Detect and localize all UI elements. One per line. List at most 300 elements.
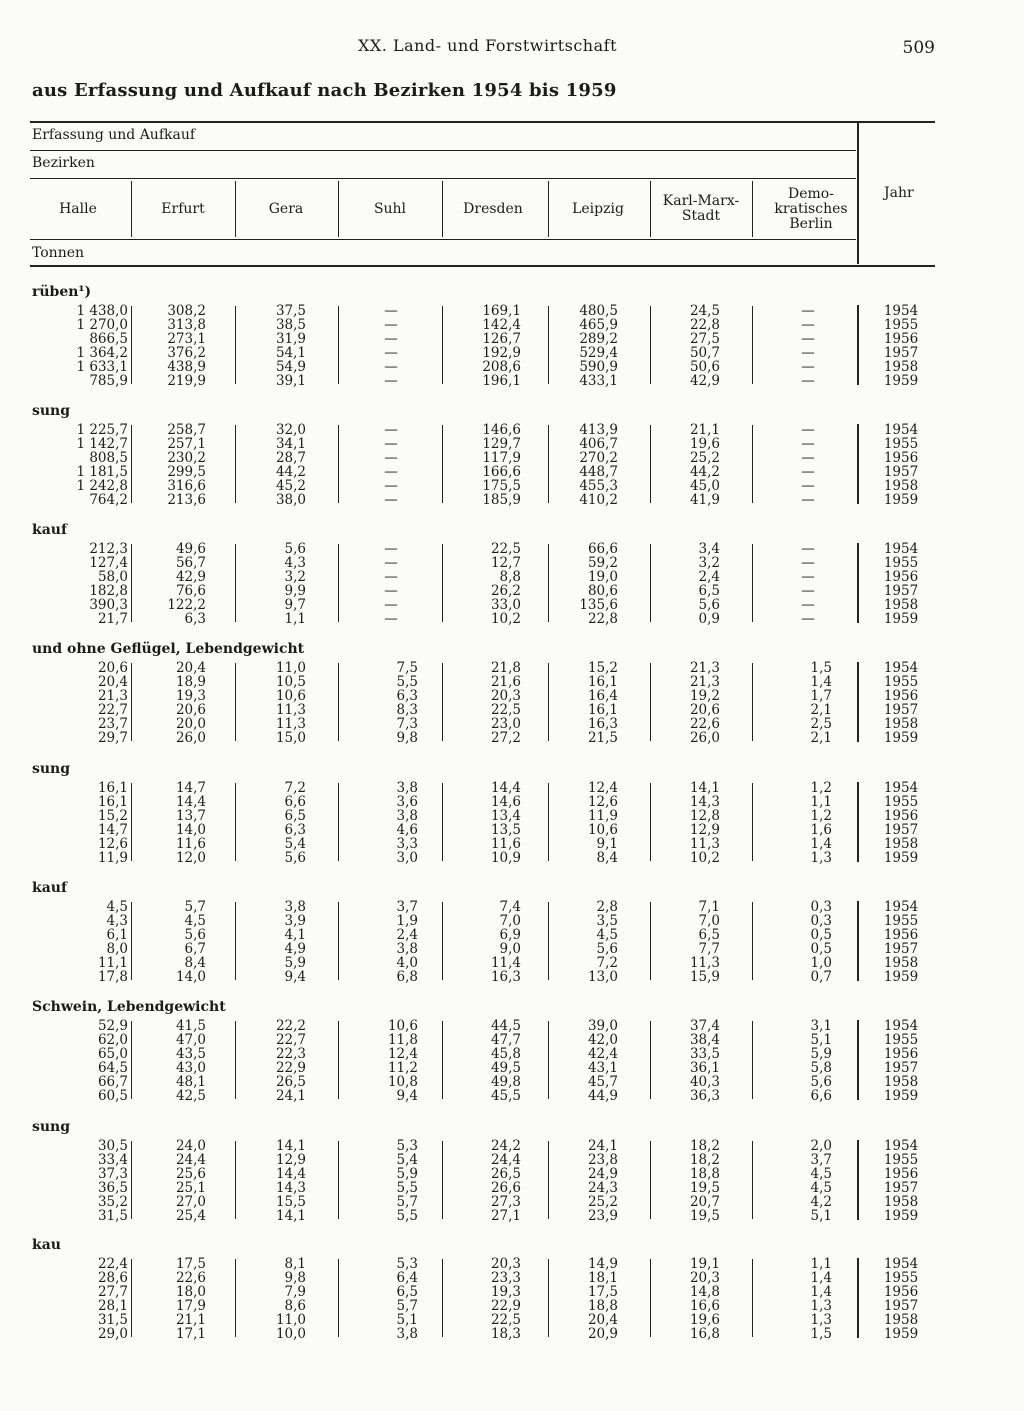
year-cell: 1957: [883, 1060, 919, 1076]
table-cell: —: [384, 436, 398, 452]
table-cell: 0,5: [810, 927, 832, 943]
year-cell: 1958: [883, 1194, 919, 1210]
table-cell: 12,8: [689, 808, 720, 824]
table-cell: 22,6: [175, 1270, 206, 1286]
table-cell: 9,1: [596, 836, 618, 852]
section-title: sung: [32, 403, 71, 419]
table-cell: —: [384, 422, 398, 438]
table-cell: 10,6: [387, 1018, 418, 1034]
table-cell: 45,5: [490, 1088, 521, 1104]
table-cell: 17,5: [175, 1256, 206, 1272]
table-cell: 17,1: [175, 1326, 206, 1342]
table-cell: 5,9: [810, 1046, 832, 1062]
table-cell: —: [801, 345, 815, 361]
running-title: XX. Land- und Forstwirtschaft: [358, 36, 617, 55]
table-cell: 4,5: [810, 1180, 832, 1196]
table-cell: 270,2: [579, 450, 618, 466]
table-cell: 24,5: [689, 303, 720, 319]
table-cell: 16,1: [97, 780, 128, 796]
table-cell: 219,9: [167, 373, 206, 389]
table-cell: —: [384, 478, 398, 494]
table-cell: 1,4: [810, 1284, 832, 1300]
table-cell: 1,5: [810, 1326, 832, 1342]
header-rule-3: [30, 239, 856, 240]
section-title: kau: [32, 1237, 61, 1253]
table-cell: —: [384, 345, 398, 361]
table-cell: 76,6: [175, 583, 206, 599]
table-cell: 1,0: [810, 955, 832, 971]
header-column-divider: [235, 181, 236, 237]
section-title: Schwein, Lebendgewicht: [32, 999, 226, 1015]
table-cell: 30,5: [97, 1138, 128, 1154]
table-cell: 14,6: [490, 794, 521, 810]
column-header-line: Leipzig: [572, 200, 624, 217]
column-header-line: Suhl: [373, 200, 407, 217]
table-cell: —: [801, 611, 815, 627]
table-cell: 376,2: [167, 345, 206, 361]
table-cell: 38,4: [689, 1032, 720, 1048]
year-cell: 1957: [883, 702, 919, 718]
table-cell: 13,0: [587, 969, 618, 985]
table-cell: 127,4: [89, 555, 128, 571]
table-cell: 413,9: [579, 422, 618, 438]
table-cell: 3,9: [284, 913, 306, 929]
table-cell: 18,1: [587, 1270, 618, 1286]
year-cell: 1957: [883, 345, 919, 361]
table-cell: 5,6: [698, 597, 720, 613]
row-group-divider: [752, 306, 753, 384]
table-cell: 11,3: [275, 702, 306, 718]
table-cell: 33,0: [490, 597, 521, 613]
table-cell: 135,6: [579, 597, 618, 613]
table-cell: 44,5: [490, 1018, 521, 1034]
table-cell: 16,1: [587, 702, 618, 718]
table-cell: 4,5: [596, 927, 618, 943]
table-cell: 5,7: [184, 899, 206, 915]
table-cell: 22,9: [275, 1060, 306, 1076]
table-cell: 142,4: [482, 317, 521, 333]
table-cell: 129,7: [482, 436, 521, 452]
table-cell: 47,0: [175, 1032, 206, 1048]
table-cell: 6,1: [106, 927, 128, 943]
table-cell: 28,1: [97, 1298, 128, 1314]
table-cell: 19,5: [689, 1180, 720, 1196]
table-cell: 38,5: [275, 317, 306, 333]
table-cell: 6,5: [698, 927, 720, 943]
table-cell: 169,1: [482, 303, 521, 319]
table-cell: 37,3: [97, 1166, 128, 1182]
year-cell: 1954: [883, 422, 919, 438]
table-cell: 17,9: [175, 1298, 206, 1314]
table-cell: —: [384, 331, 398, 347]
year-cell: 1955: [883, 555, 919, 571]
table-cell: 22,4: [97, 1256, 128, 1272]
table-cell: 0,5: [810, 941, 832, 957]
table-cell: 19,6: [689, 436, 720, 452]
table-cell: 213,6: [167, 492, 206, 508]
table-cell: 14,7: [97, 822, 128, 838]
year-cell: 1958: [883, 597, 919, 613]
table-cell: 1,4: [810, 1270, 832, 1286]
table-cell: 36,3: [689, 1088, 720, 1104]
table-cell: 66,6: [587, 541, 618, 557]
table-cell: 3,7: [810, 1152, 832, 1168]
table-cell: —: [801, 492, 815, 508]
table-cell: 15,0: [275, 730, 306, 746]
table-cell: —: [384, 303, 398, 319]
table-cell: 7,9: [284, 1284, 306, 1300]
table-cell: 9,8: [396, 730, 418, 746]
table-cell: 62,0: [97, 1032, 128, 1048]
year-cell: 1957: [883, 1298, 919, 1314]
table-cell: 34,1: [275, 436, 306, 452]
table-cell: 406,7: [579, 436, 618, 452]
table-cell: 19,6: [689, 1312, 720, 1328]
table-cell: 18,3: [490, 1326, 521, 1342]
table-cell: 7,2: [596, 955, 618, 971]
table-cell: 0,3: [810, 899, 832, 915]
table-cell: —: [384, 492, 398, 508]
column-header-5: [543, 202, 653, 217]
table-cell: 2,4: [396, 927, 418, 943]
table-cell: —: [384, 583, 398, 599]
year-cell: 1957: [883, 941, 919, 957]
table-cell: 66,7: [97, 1074, 128, 1090]
table-cell: 122,2: [167, 597, 206, 613]
table-cell: 16,1: [587, 674, 618, 690]
column-header-line: Stadt: [681, 208, 721, 224]
table-cell: 10,0: [275, 1326, 306, 1342]
table-cell: 299,5: [167, 464, 206, 480]
year-divider: [857, 305, 859, 385]
table-cell: —: [384, 450, 398, 466]
table-cell: 11,0: [275, 660, 306, 676]
table-cell: 23,9: [587, 1208, 618, 1224]
section-title: rüben¹): [32, 284, 92, 300]
table-cell: 42,9: [175, 569, 206, 585]
year-divider: [857, 424, 859, 504]
year-cell: 1959: [883, 850, 919, 866]
year-divider: [857, 543, 859, 623]
table-cell: 196,1: [482, 373, 521, 389]
table-cell: 410,2: [579, 492, 618, 508]
table-cell: 10,6: [275, 688, 306, 704]
table-cell: 0,7: [810, 969, 832, 985]
table-cell: 19,5: [689, 1208, 720, 1224]
table-cell: 10,8: [387, 1074, 418, 1090]
table-cell: 5,9: [396, 1166, 418, 1182]
table-cell: 26,6: [490, 1180, 521, 1196]
year-cell: 1954: [883, 899, 919, 915]
table-cell: 80,6: [587, 583, 618, 599]
year-cell: 1959: [883, 969, 919, 985]
year-cell: 1956: [883, 688, 919, 704]
table-cell: 11,9: [587, 808, 618, 824]
table-cell: 8,0: [106, 941, 128, 957]
year-cell: 1959: [883, 492, 919, 508]
table-cell: 6,3: [284, 822, 306, 838]
table-cell: 3,2: [698, 555, 720, 571]
table-cell: 126,7: [482, 331, 521, 347]
table-cell: —: [801, 373, 815, 389]
table-cell: 3,3: [396, 836, 418, 852]
table-cell: 5,4: [396, 1152, 418, 1168]
table-cell: 13,5: [490, 822, 521, 838]
table-cell: 9,0: [499, 941, 521, 957]
table-cell: 37,5: [275, 303, 306, 319]
table-cell: 4,5: [106, 899, 128, 915]
section-title: sung: [32, 761, 71, 777]
table-cell: 22,5: [490, 1312, 521, 1328]
table-cell: 21,7: [97, 611, 128, 627]
header-column-divider: [338, 181, 339, 237]
table-cell: 39,1: [275, 373, 306, 389]
table-cell: 50,6: [689, 359, 720, 375]
table-cell: 12,6: [587, 794, 618, 810]
table-cell: 21,6: [490, 674, 521, 690]
table-cell: 7,0: [499, 913, 521, 929]
table-cell: 44,9: [587, 1088, 618, 1104]
column-header-7: [756, 187, 866, 232]
table-cell: 18,2: [689, 1152, 720, 1168]
table-cell: 1,1: [810, 794, 832, 810]
year-divider: [857, 1258, 859, 1338]
table-cell: 14,4: [175, 794, 206, 810]
table-cell: 5,1: [810, 1032, 832, 1048]
table-cell: 12,9: [689, 822, 720, 838]
table-cell: 390,3: [89, 597, 128, 613]
table-cell: —: [801, 569, 815, 585]
header-column-divider: [650, 181, 651, 237]
table-cell: 24,4: [175, 1152, 206, 1168]
table-cell: 22,9: [490, 1298, 521, 1314]
table-cell: 15,9: [689, 969, 720, 985]
table-cell: 1,3: [810, 850, 832, 866]
year-cell: 1955: [883, 913, 919, 929]
year-cell: 1959: [883, 730, 919, 746]
table-cell: 19,0: [587, 569, 618, 585]
table-cell: 11,1: [97, 955, 128, 971]
table-cell: 23,7: [97, 716, 128, 732]
table-cell: 39,0: [587, 1018, 618, 1034]
table-cell: 11,4: [490, 955, 521, 971]
column-header-line: Demo-: [788, 185, 834, 202]
table-cell: 38,0: [275, 492, 306, 508]
table-cell: 22,8: [689, 317, 720, 333]
table-cell: 212,3: [89, 541, 128, 557]
column-header-line: Berlin: [789, 215, 833, 232]
table-cell: 42,5: [175, 1088, 206, 1104]
table-cell: 2,5: [810, 716, 832, 732]
table-cell: 12,0: [175, 850, 206, 866]
table-cell: 9,8: [284, 1270, 306, 1286]
year-cell: 1956: [883, 1284, 919, 1300]
row-group-divider: [752, 544, 753, 622]
column-header-line: Erfurt: [161, 200, 205, 217]
table-cell: 14,9: [587, 1256, 618, 1272]
table-cell: 5,6: [284, 541, 306, 557]
table-cell: 15,5: [275, 1194, 306, 1210]
table-cell: 47,7: [490, 1032, 521, 1048]
table-cell: —: [801, 317, 815, 333]
table-cell: 27,3: [490, 1194, 521, 1210]
table-cell: 289,2: [579, 331, 618, 347]
table-cell: 1 270,0: [76, 317, 128, 333]
table-cell: 23,8: [587, 1152, 618, 1168]
table-cell: 5,5: [396, 1208, 418, 1224]
table-cell: —: [384, 359, 398, 375]
table-cell: 14,1: [689, 780, 720, 796]
table-cell: 5,3: [396, 1138, 418, 1154]
table-cell: 6,5: [698, 583, 720, 599]
year-cell: 1954: [883, 1138, 919, 1154]
table-cell: 9,4: [396, 1088, 418, 1104]
table-cell: 4,9: [284, 941, 306, 957]
column-header-line: Dresden: [463, 200, 523, 217]
table-cell: 56,7: [175, 555, 206, 571]
table-cell: 8,4: [596, 850, 618, 866]
table-cell: 25,6: [175, 1166, 206, 1182]
year-cell: 1956: [883, 808, 919, 824]
table-cell: 9,9: [284, 583, 306, 599]
table-cell: 448,7: [579, 464, 618, 480]
table-cell: 12,4: [387, 1046, 418, 1062]
table-cell: 11,6: [490, 836, 521, 852]
year-cell: 1959: [883, 1208, 919, 1224]
table-cell: 45,0: [689, 478, 720, 494]
table-cell: 20,4: [175, 660, 206, 676]
table-cell: 24,1: [275, 1088, 306, 1104]
table-cell: 11,8: [387, 1032, 418, 1048]
table-cell: 433,1: [579, 373, 618, 389]
table-cell: 41,9: [689, 492, 720, 508]
table-cell: —: [801, 359, 815, 375]
table-cell: 257,1: [167, 436, 206, 452]
table-cell: 14,7: [175, 780, 206, 796]
table-cell: 808,5: [89, 450, 128, 466]
table-cell: —: [801, 555, 815, 571]
table-cell: 16,3: [490, 969, 521, 985]
table-cell: 12,6: [97, 836, 128, 852]
table-cell: 1,7: [810, 688, 832, 704]
table-cell: —: [801, 422, 815, 438]
year-cell: 1955: [883, 794, 919, 810]
table-cell: 8,3: [396, 702, 418, 718]
table-cell: 0,9: [698, 611, 720, 627]
top-rule: [30, 121, 935, 123]
table-cell: 1,1: [810, 1256, 832, 1272]
table-cell: 1,4: [810, 674, 832, 690]
table-cell: 15,2: [97, 808, 128, 824]
table-cell: 7,1: [698, 899, 720, 915]
table-cell: 1 142,7: [76, 436, 128, 452]
table-cell: 3,8: [396, 941, 418, 957]
table-cell: 5,1: [810, 1208, 832, 1224]
table-cell: 4,5: [184, 913, 206, 929]
table-cell: 6,5: [396, 1284, 418, 1300]
header-column-divider: [548, 181, 549, 237]
table-cell: 23,3: [490, 1270, 521, 1286]
table-cell: 20,6: [175, 702, 206, 718]
table-cell: 22,5: [490, 702, 521, 718]
table-cell: 28,6: [97, 1270, 128, 1286]
table-cell: 37,4: [689, 1018, 720, 1034]
table-cell: 52,9: [97, 1018, 128, 1034]
table-cell: 25,2: [689, 450, 720, 466]
table-cell: 117,9: [482, 450, 521, 466]
table-cell: 230,2: [167, 450, 206, 466]
table-cell: 25,1: [175, 1180, 206, 1196]
year-cell: 1958: [883, 478, 919, 494]
table-cell: 10,6: [587, 822, 618, 838]
table-cell: 11,2: [387, 1060, 418, 1076]
table-cell: 42,0: [587, 1032, 618, 1048]
table-cell: 11,3: [689, 836, 720, 852]
table-cell: 12,7: [490, 555, 521, 571]
table-cell: 1,3: [810, 1298, 832, 1314]
table-cell: 7,7: [698, 941, 720, 957]
table-cell: 26,5: [490, 1166, 521, 1182]
year-cell: 1956: [883, 1166, 919, 1182]
table-cell: 44,2: [689, 464, 720, 480]
table-cell: 31,9: [275, 331, 306, 347]
table-cell: 20,3: [689, 1270, 720, 1286]
table-cell: 22,8: [587, 611, 618, 627]
table-cell: —: [801, 478, 815, 494]
year-cell: 1956: [883, 927, 919, 943]
table-cell: 1 633,1: [76, 359, 128, 375]
header-year: Jahr: [884, 185, 914, 201]
table-cell: 764,2: [89, 492, 128, 508]
table-cell: 1 242,8: [76, 478, 128, 494]
table-cell: 20,0: [175, 716, 206, 732]
table-cell: 49,5: [490, 1060, 521, 1076]
column-header-4: [438, 202, 548, 217]
table-cell: 18,8: [587, 1298, 618, 1314]
year-divider: [857, 782, 859, 862]
table-cell: 24,2: [490, 1138, 521, 1154]
table-cell: 16,1: [97, 794, 128, 810]
table-cell: —: [801, 464, 815, 480]
table-cell: 9,4: [284, 969, 306, 985]
table-cell: 45,7: [587, 1074, 618, 1090]
table-cell: 14,1: [275, 1208, 306, 1224]
table-cell: 5,9: [284, 955, 306, 971]
page-title: aus Erfassung und Aufkauf nach Bezirken 1954 bis 1959: [32, 80, 617, 101]
table-cell: 866,5: [89, 331, 128, 347]
table-cell: 23,0: [490, 716, 521, 732]
table-cell: 41,5: [175, 1018, 206, 1034]
table-cell: 1,2: [810, 808, 832, 824]
row-group-divider: [338, 425, 339, 503]
year-cell: 1956: [883, 569, 919, 585]
column-header-line: Karl-Marx-: [662, 193, 740, 209]
table-cell: 6,3: [396, 688, 418, 704]
table-cell: 40,3: [689, 1074, 720, 1090]
table-cell: 20,7: [689, 1194, 720, 1210]
table-cell: 20,4: [97, 674, 128, 690]
year-cell: 1958: [883, 836, 919, 852]
table-cell: 24,4: [490, 1152, 521, 1168]
table-cell: 65,0: [97, 1046, 128, 1062]
table-cell: 3,2: [284, 569, 306, 585]
table-cell: 21,3: [689, 660, 720, 676]
year-cell: 1955: [883, 674, 919, 690]
year-cell: 1956: [883, 331, 919, 347]
year-cell: 1958: [883, 716, 919, 732]
table-cell: 43,0: [175, 1060, 206, 1076]
table-cell: 11,3: [689, 955, 720, 971]
